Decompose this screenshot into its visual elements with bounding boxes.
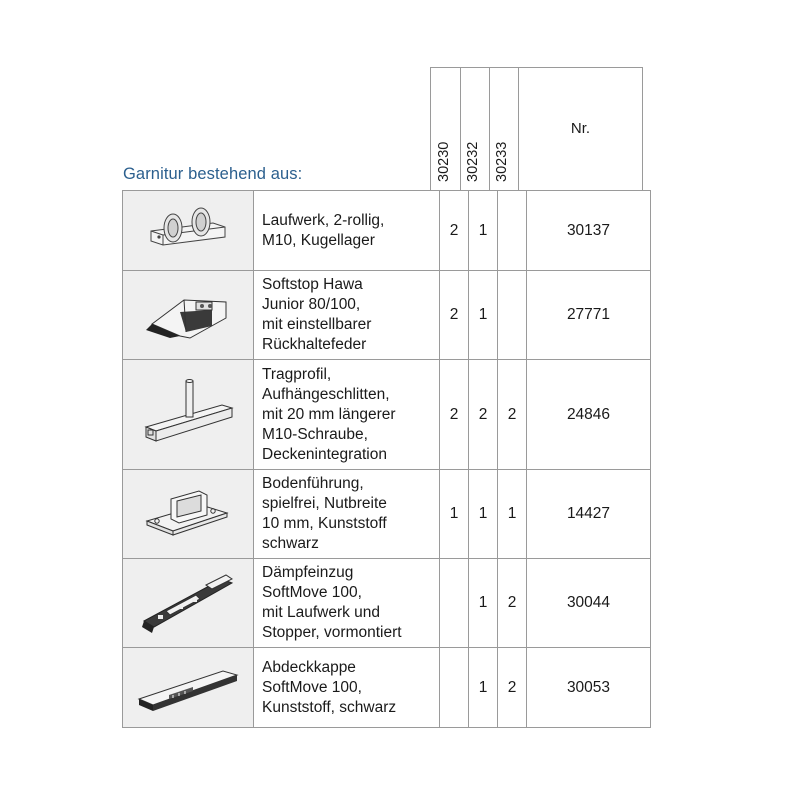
qty-30230: 2 <box>440 360 469 470</box>
qty-30233: 2 <box>498 559 527 648</box>
part-image <box>123 191 254 271</box>
qty-30232: 1 <box>469 470 498 559</box>
qty-30230: 2 <box>440 271 469 360</box>
qty-30233 <box>498 191 527 271</box>
part-number: 27771 <box>527 271 651 360</box>
part-image <box>123 360 254 470</box>
floor-guide-icon <box>141 479 235 549</box>
part-description: Tragprofil, Aufhängeschlitten, mit 20 mm längerer M10-Schraube, Deckenintegration <box>254 360 440 470</box>
col-header-30230 <box>430 67 461 191</box>
part-description: Abdeckkappe SoftMove 100, Kunststoff, schwarz <box>254 648 440 728</box>
cover-cap-icon <box>133 655 243 721</box>
qty-30232: 1 <box>469 271 498 360</box>
col-header-30233 <box>489 67 519 191</box>
col-header-label: 30232 <box>465 141 481 182</box>
table-row <box>123 191 651 271</box>
col-header-label: 30230 <box>435 141 452 182</box>
part-number: 24846 <box>527 360 651 470</box>
qty-30232: 1 <box>469 648 498 728</box>
table-row <box>123 470 651 559</box>
part-number: 30137 <box>527 191 651 271</box>
qty-30230 <box>440 648 469 728</box>
qty-30233: 2 <box>498 360 527 470</box>
col-header-30232 <box>460 67 490 191</box>
part-description: Laufwerk, 2-rollig, M10, Kugellager <box>254 191 440 271</box>
part-number: 30053 <box>527 648 651 728</box>
col-header-label: Nr. <box>570 120 591 137</box>
running-gear-icon <box>143 201 233 261</box>
part-image <box>123 559 254 648</box>
part-image <box>123 648 254 728</box>
softstop-icon <box>140 282 236 348</box>
table-row <box>123 360 651 470</box>
qty-30232: 1 <box>469 191 498 271</box>
qty-30230: 2 <box>440 191 469 271</box>
parts-table <box>122 190 651 728</box>
table-row <box>123 271 651 360</box>
part-image <box>123 470 254 559</box>
part-description: Dämpfeinzug SoftMove 100, mit Laufwerk und Stopper, vormontiert <box>254 559 440 648</box>
qty-30230 <box>440 559 469 648</box>
part-description: Softstop Hawa Junior 80/100, mit einstellbarer Rückhaltefeder <box>254 271 440 360</box>
damper-icon <box>136 565 240 641</box>
qty-30233: 1 <box>498 470 527 559</box>
part-number: 30044 <box>527 559 651 648</box>
part-number: 14427 <box>527 470 651 559</box>
col-header-label: 30233 <box>494 141 510 182</box>
support-profile-icon <box>138 375 238 455</box>
qty-30233: 2 <box>498 648 527 728</box>
qty-30230: 1 <box>440 470 469 559</box>
table-row <box>123 648 651 728</box>
qty-30232: 2 <box>469 360 498 470</box>
table-row <box>123 559 651 648</box>
part-image <box>123 271 254 360</box>
qty-30233 <box>498 271 527 360</box>
list-title: Garnitur bestehend aus: <box>123 165 303 183</box>
qty-30232: 1 <box>469 559 498 648</box>
col-header-nr <box>518 67 643 191</box>
part-description: Bodenführung, spielfrei, Nutbreite 10 mm, Kunststoff schwarz <box>254 470 440 559</box>
